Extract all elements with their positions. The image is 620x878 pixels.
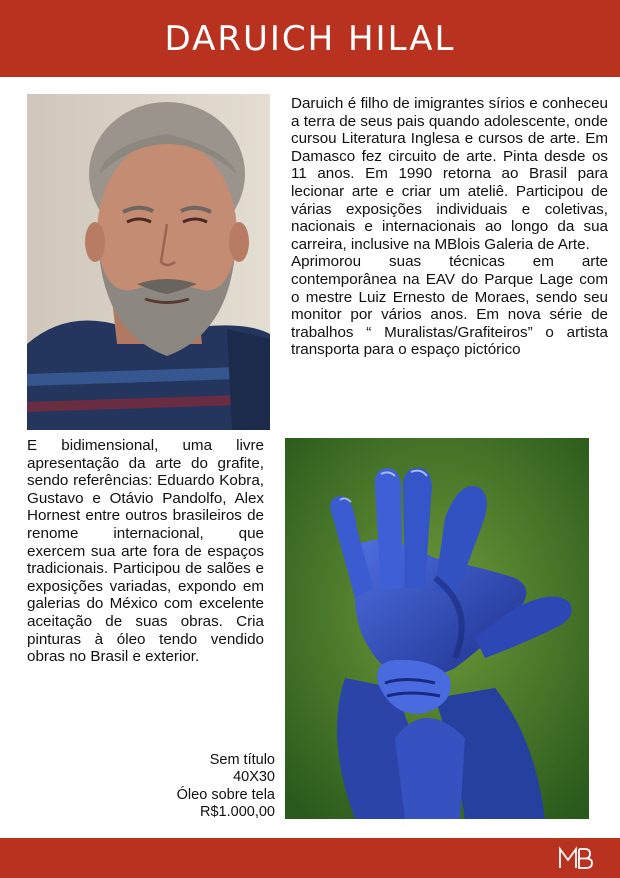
bio-text-right [291, 95, 608, 359]
bio-paragraph: Daruich é filho de imigrantes sírios e conheceu a terra de seus pais quando adolescente, onde cursou Literatura Inglesa e cursos de arte. Em Damasco fez circuito de arte. Pinta desde os 11 anos. Em 1990 retorna ao Brasil para lecionar arte e criar um ateliê. Participou de várias exposições individuais e coletivas, nacionais e internacionais ao longo da sua carreira, inclusive na MBlois Galeria de Arte. [291, 95, 608, 253]
artist-name-title: DARUICH HILAL [164, 18, 456, 59]
mb-logo-icon [558, 846, 594, 870]
artwork-medium: Óleo sobre tela [176, 786, 275, 803]
bio-text-left [27, 437, 264, 666]
artwork-title: Sem título [209, 752, 275, 768]
artwork-size: 40X30 [233, 769, 275, 786]
artwork-caption [120, 752, 275, 822]
bio-paragraph: Aprimorou suas técnicas em arte contemporânea na EAV do Parque Lage com o mestre Luiz Ernesto de Moraes, sendo seu monitor por vários anos. Em nova série de trabalhos “ Muralistas/Grafiteiros” o artista transporta para o espaço pictórico [291, 253, 608, 359]
artwork-painting [285, 438, 589, 819]
header-banner [0, 0, 620, 77]
bio-paragraph: E bidimensional, uma livre apresentação da arte do grafite, sendo referências: Eduardo Kobra, Gustavo e Otávio Pandolfo, Alex Hornest entre outros brasileiros de renome internacional, que exercem sua arte fora de espaços tradicionais. Participou de salões e exposições variadas, expondo em galerias do México com excelente aceitação de suas obras. Cria pinturas à óleo tendo vendido obras no Brasil e exterior. [27, 437, 264, 666]
artist-portrait-photo [27, 94, 270, 430]
footer-banner [0, 838, 620, 878]
artwork-price: R$1.000,00 [200, 804, 275, 821]
